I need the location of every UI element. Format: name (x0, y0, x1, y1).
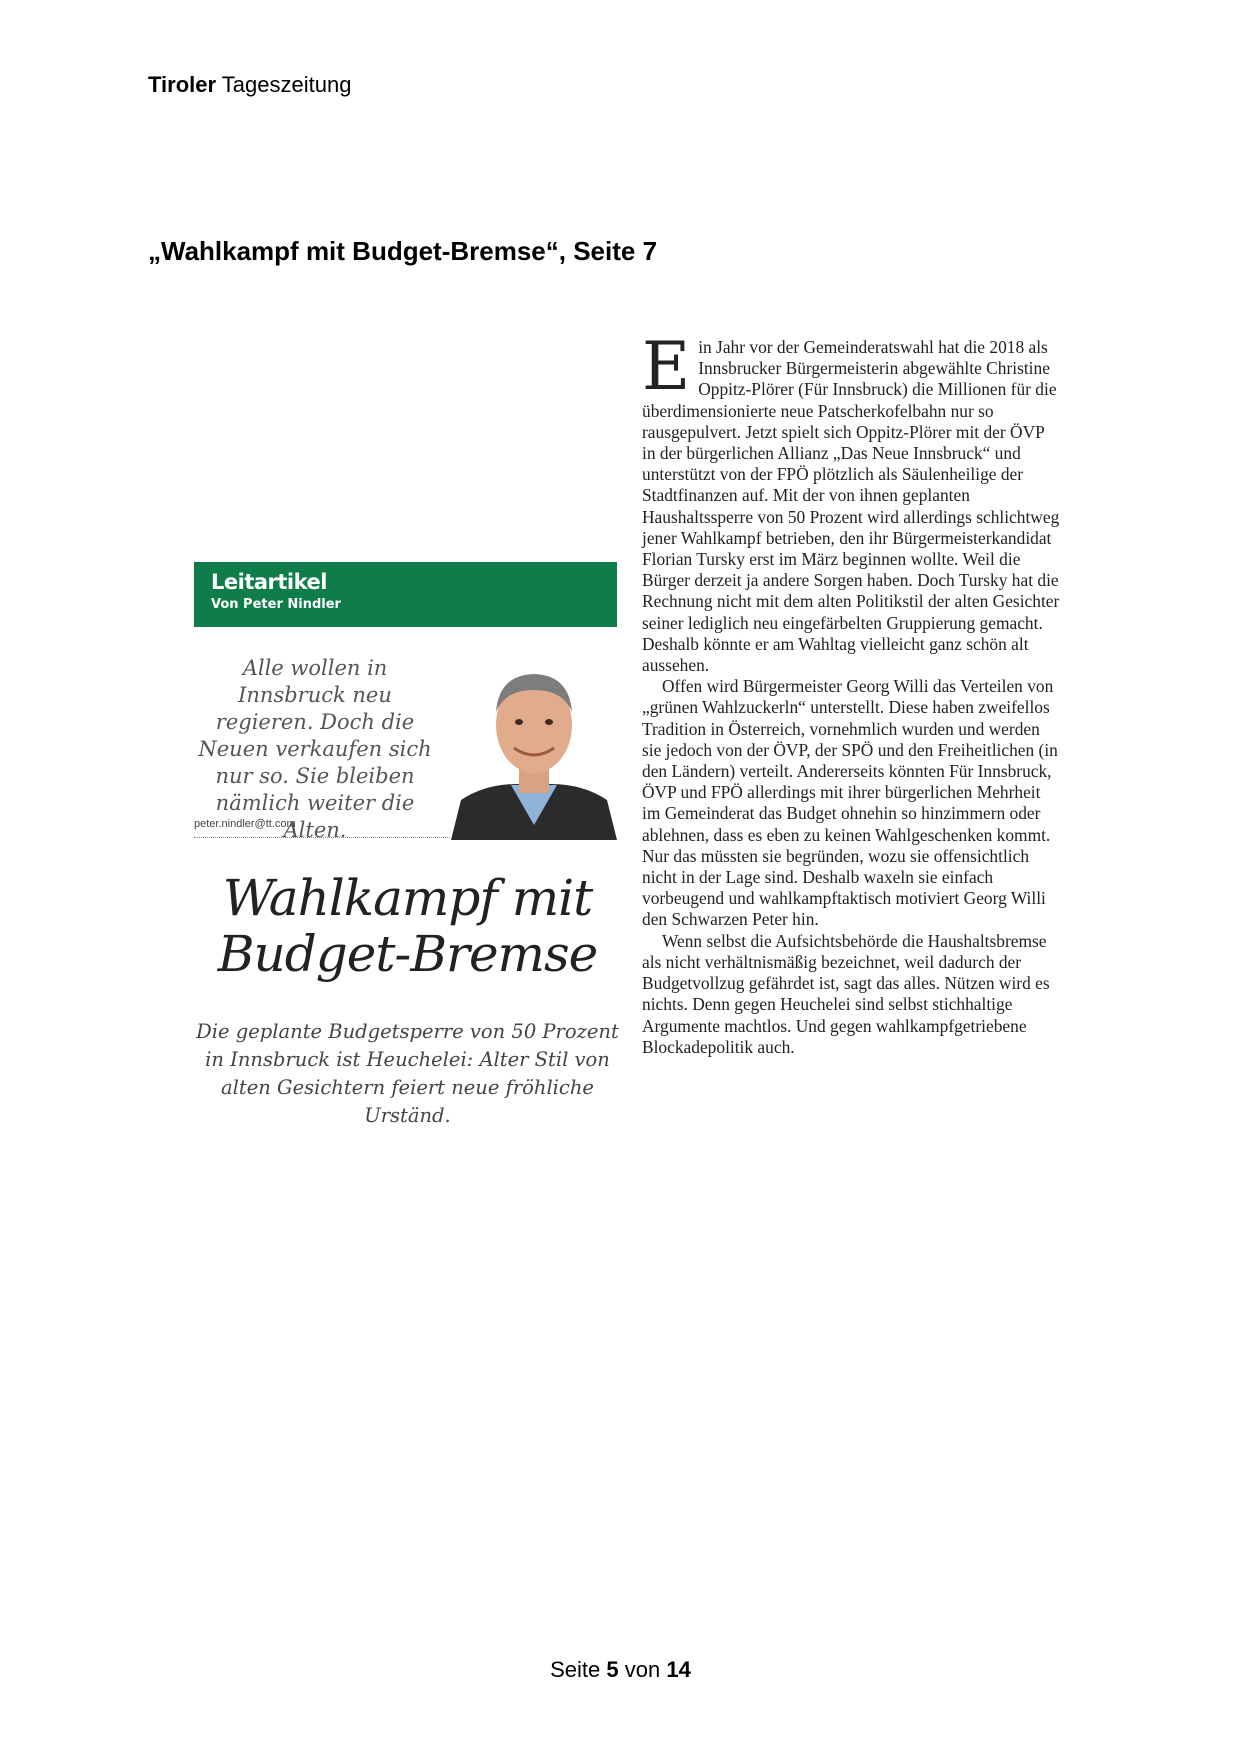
pull-quote: Alle wollen in Innsbruck neu regieren. Doch die Neuen verkaufen sich nur so. Sie bleiben nämlich weiter die Alten. (198, 656, 432, 842)
article-body (642, 328, 1062, 1058)
publication-name-rest: Tageszeitung (221, 72, 352, 97)
paragraph-1-text: in Jahr vor der Gemeinderatswahl hat die 2018 als Innsbrucker Bürgermeisterin abgewählte Christine Oppitz-Plörer (Für Innsbruck) die Millionen für die überdimensionierte neue Patscherkofelbahn nur so rausgepulvert. Jetzt spielt sich Oppitz-Plörer mit der ÖVP in der bürgerlichen Allianz „Das Neue Innsbruck“ und unterstützt von der FPÖ plötzlich als Säulenheilige der Stadtfinanzen auf. Mit der von ihnen geplanten Haushaltssperre von 50 Prozent wird allerdings schlichtweg jener Wahlkampf betrieben, den ihr Bürgermeisterkandidat Florian Tursky erst im März beginnen wollte. Weil die Bürger derzeit ja andere Sorgen haben. Doch Tursky hat die Rechnung nicht mit dem alten Politikstil der alten Gesichter seiner lediglich neu eingefärbelten Gruppierung gemacht. Deshalb könnte er am Wahltag vielleicht ganz schön alt aussehen. (642, 337, 1060, 676)
author-portrait (451, 650, 617, 840)
footer-page: 5 (606, 1657, 619, 1682)
article-subheadline: Die geplante Budgetsperre von 50 Prozent in Innsbruck ist Heuchelei: Alter Stil von alten Gesichtern feiert neue fröhliche Urständ. (196, 1020, 619, 1127)
dotted-divider (194, 837, 450, 838)
section-label: Leitartikel (211, 570, 327, 594)
page-footer (0, 1657, 1241, 1683)
drop-cap: E (642, 328, 691, 405)
article-clipping (190, 328, 1070, 1127)
article-headline: Wahlkampf mit Budget-Bremse (217, 869, 598, 983)
document-title: „Wahlkampf mit Budget-Bremse“, Seite 7 (148, 236, 658, 266)
leitartikel-header (194, 562, 617, 627)
paragraph-2: Offen wird Bürgermeister Georg Willi das Verteilen von „grünen Wahlzuckerln“ unterstellt. Diese haben zweifellos Tradition in Österreich, vornehmlich wurden und werden sie jedoch von der ÖVP, der SPÖ und den Freiheitlichen (in den Ländern) verteilt. Andererseits könnten Für Innsbruck, ÖVP und FPÖ allerdings mit ihrer bürgerlichen Mehrheit im Gemeinderat das Budget ohnehin so hinzimmern oder ablehnen, dass es eben zu keinen Wahlgeschenken kommt. Nur das müssten sie begründen, wozu sie offensichtlich nicht in der Lage sind. Deshalb waxeln sie einfach vorbeugend und wahlkampftaktisch motiviert Georg Willi den Schwarzen Peter hin. (642, 676, 1058, 930)
footer-total: 14 (666, 1657, 691, 1682)
footer-prefix: Seite (550, 1657, 601, 1682)
paragraph-1 (642, 328, 1062, 676)
publication-name (148, 72, 351, 98)
paragraph-3: Wenn selbst die Aufsichtsbehörde die Haushaltsbremse als nicht verhältnismäßig bezeichnet, weil dadurch der Budgetvollzug gefährdet ist, sagt das alles. Nützen wird es nichts. Denn gegen Heuchelei sind selbst stichhaltige Argumente machtlos. Und gegen wahlkampfgetriebene Blockadepolitik auch. (642, 930, 1050, 1057)
author-line: Von Peter Nindler (211, 597, 341, 612)
footer-middle: von (624, 1657, 661, 1682)
author-email: peter.nindler@tt.com (194, 818, 296, 830)
publication-name-bold: Tiroler (148, 72, 217, 97)
